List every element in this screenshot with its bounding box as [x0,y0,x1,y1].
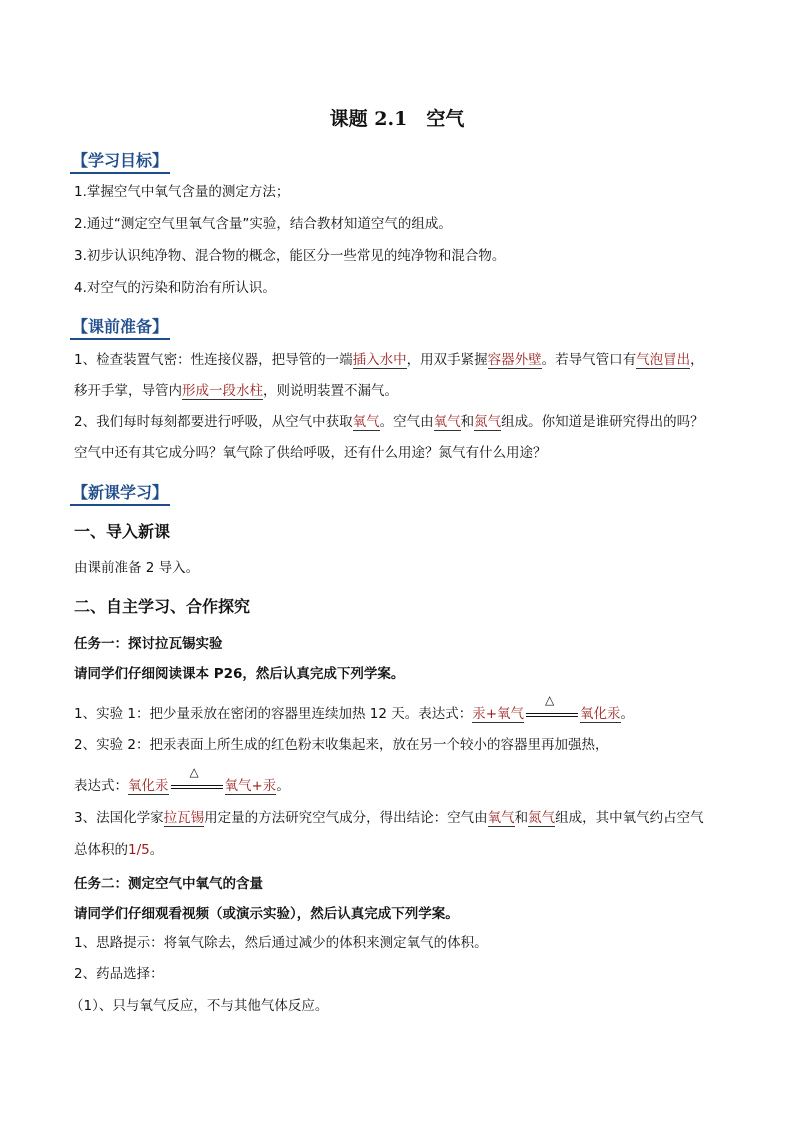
goal-item: 2.通过“测定空气里氧气含量”实验，结合教材知道空气的组成。 [74,216,452,232]
task2-line: （1）、只与氧气反应，不与其他气体反应。 [70,998,329,1014]
text: 1、实验 1：把少量汞放在密闭的容器里连续加热 12 天。表达式： [74,706,473,722]
answer-fill: 氧化汞 [128,778,169,794]
equal-bar [171,785,223,786]
section-new-heading: 【新课学习】 [70,480,170,506]
heat-triangle-icon: △ [189,765,199,779]
answer-fill: 容器外壁 [487,352,542,368]
answer-fill: 汞+氧气 [472,706,525,722]
heating-condition [169,765,225,796]
answer-fill: 氮气 [474,414,502,430]
text: 总体积的 [74,842,128,858]
heading-intro: 一、导入新课 [74,522,171,541]
answer-fill: 氧化汞 [580,706,621,722]
equal-bar [171,788,223,789]
goal-item: 3.初步认识纯净物、混合物的概念，能区分一些常见的纯净物和混合物。 [74,248,506,264]
prep-item-2 [74,412,724,432]
task2-instruction: 请同学们仔细观看视频（或演示实验），然后认真完成下列学案。 [74,906,459,922]
prep-item-1 [74,350,724,370]
text: 组成。你知道是谁研究得出的吗？ [501,414,704,430]
text: 。空气由 [379,414,434,430]
text: 。 [276,778,290,794]
answer-fill: 氧气 [433,414,461,430]
goal-item: 1.掌握空气中氧气含量的测定方法； [74,184,290,200]
text: ， [690,352,704,368]
text: 3、法国化学家 [74,810,164,826]
text: 。 [149,842,164,858]
text: 和 [514,810,529,826]
heat-triangle-icon: △ [545,693,555,707]
section-goals-heading: 【学习目标】 [70,148,170,174]
answer-fill: 插入水中 [352,352,407,368]
text: 。若导气管口有 [541,352,637,368]
text: 用定量的方法研究空气成分，得出结论：空气由 [204,810,488,826]
answer-fill: 拉瓦锡 [163,810,205,826]
text: 组成，其中氧气约占空气 [555,810,704,826]
answer-fill: 氧气 [487,810,515,826]
task2-line: 1、思路提示：将氧气除去，然后通过减少的体积来测定氧气的体积。 [74,935,488,951]
text: 1、检查装置气密：性连接仪器，把导管的一端 [74,352,353,368]
answer-fill: 氧气+汞 [224,778,277,794]
experiment-2-expression [74,765,724,796]
answer-fill: 1/5 [128,842,150,858]
intro-text: 由课前准备 2 导入。 [74,560,200,576]
equal-bar [526,713,578,714]
conclusion [74,808,724,828]
text: 移开手掌，导管内 [74,383,182,399]
text: 2、我们每时每刻都要进行呼吸，从空气中获取 [74,414,353,430]
prep-item-2-cont: 空气中还有其它成分吗？氧气除了供给呼吸，还有什么用途？氮气有什么用途？ [74,445,547,461]
experiment-2: 2、实验 2：把汞表面上所生成的红色粉末收集起来，放在另一个较小的容器里再加强热， [74,737,609,753]
answer-fill: 氮气 [528,810,556,826]
text: ，用双手紧握 [406,352,488,368]
prep-item-1-cont [74,381,724,401]
answer-fill: 气泡冒出 [636,352,691,368]
equal-bar [526,716,578,717]
task1-instruction: 请同学们仔细阅读课本 P26，然后认真完成下列学案。 [74,666,405,682]
text: ，则说明装置不漏气。 [263,383,398,399]
text: 表达式： [74,778,128,794]
task2-line: 2、药品选择： [74,966,164,982]
task1-title: 任务一：探讨拉瓦锡实验 [74,636,223,652]
answer-fill: 氧气 [352,414,380,430]
goal-item: 4.对空气的污染和防治有所认识。 [74,280,276,296]
task2-title: 任务二：测定空气中氧气的含量 [74,876,263,892]
conclusion-cont [74,840,724,860]
experiment-1 [74,693,724,724]
heading-study: 二、自主学习、合作探究 [74,597,251,616]
section-prep-heading: 【课前准备】 [70,314,170,340]
heating-condition [524,693,580,724]
text: 。 [620,706,635,722]
answer-fill: 形成一段水柱 [182,383,263,399]
text: 和 [460,414,475,430]
page-title: 课题 2.1 空气 [329,108,465,130]
